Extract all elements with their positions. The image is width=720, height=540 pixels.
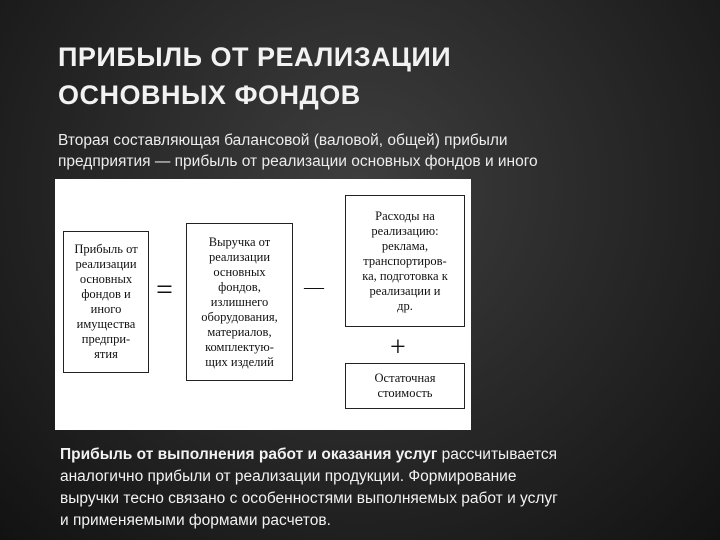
box-revenue-line: щих изделий xyxy=(205,354,274,369)
intro-text xyxy=(58,130,658,172)
box-profit-line: имущества xyxy=(76,317,136,331)
footer-line-2: аналогично прибыли от реализации продукции. Формирование xyxy=(60,468,517,485)
plus-sign: + xyxy=(390,332,406,363)
footer-bold-term: Прибыль от выполнения работ и оказания услуг xyxy=(60,446,438,463)
box-profit-line: предпри- xyxy=(81,332,131,346)
box-expenses-line: реализацию: xyxy=(371,223,439,238)
box-expenses xyxy=(345,195,465,327)
box-revenue-line: основных xyxy=(213,264,266,279)
box-residual-line: Остаточная xyxy=(374,371,436,385)
slide-title xyxy=(58,38,678,114)
slide-title-line-1: ПРИБЫЛЬ ОТ РЕАЛИЗАЦИИ xyxy=(58,42,452,72)
box-expenses-line: транспортиров- xyxy=(363,253,447,268)
box-expenses-line: др. xyxy=(397,298,413,313)
box-residual-line: стоимость xyxy=(377,386,433,400)
box-revenue-line: реализации xyxy=(208,249,271,264)
box-expenses-line: Расходы на xyxy=(375,208,435,223)
box-profit xyxy=(63,231,149,373)
box-revenue-line: излишнего xyxy=(210,294,269,309)
box-expenses-line: реализации и xyxy=(369,283,441,298)
box-residual-value xyxy=(345,363,465,409)
box-expenses-line: ка, подготовка к xyxy=(362,268,448,283)
equals-sign: = xyxy=(156,273,173,306)
box-profit-line: реализации xyxy=(75,257,137,271)
box-revenue-line: оборудования, xyxy=(201,309,278,324)
box-revenue-line: материалов, xyxy=(207,324,272,339)
box-revenue-line: фондов, xyxy=(218,279,261,294)
box-revenue-line: Выручка от xyxy=(208,234,271,249)
footer-line-1-rest: рассчитывается xyxy=(437,446,558,463)
minus-sign: — xyxy=(304,276,324,298)
formula-diagram xyxy=(55,179,471,430)
intro-line-1: Вторая составляющая балансовой (валовой, общей) прибыли xyxy=(58,132,508,149)
box-profit-line: иного xyxy=(90,302,122,316)
footer-line-1 xyxy=(60,444,680,466)
slide-title-line-2: ОСНОВНЫХ ФОНДОВ xyxy=(58,80,361,110)
box-profit-line: Прибыль от xyxy=(74,242,138,256)
footer-line-3: выручки тесно связано с особенностями выполняемых работ и услуг xyxy=(60,490,558,507)
box-profit-line: основных xyxy=(79,272,133,286)
footer-text xyxy=(60,444,680,532)
box-expenses-line: реклама, xyxy=(381,238,429,253)
box-revenue-line: комплектую- xyxy=(205,339,274,354)
intro-line-2: предприятия — прибыль от реализации основных фондов и иного xyxy=(58,153,538,170)
box-profit-line: фондов и xyxy=(81,287,131,301)
box-profit-line: ятия xyxy=(94,347,118,361)
box-revenue xyxy=(186,223,293,381)
footer-line-4: и применяемыми формами расчетов. xyxy=(60,512,331,529)
